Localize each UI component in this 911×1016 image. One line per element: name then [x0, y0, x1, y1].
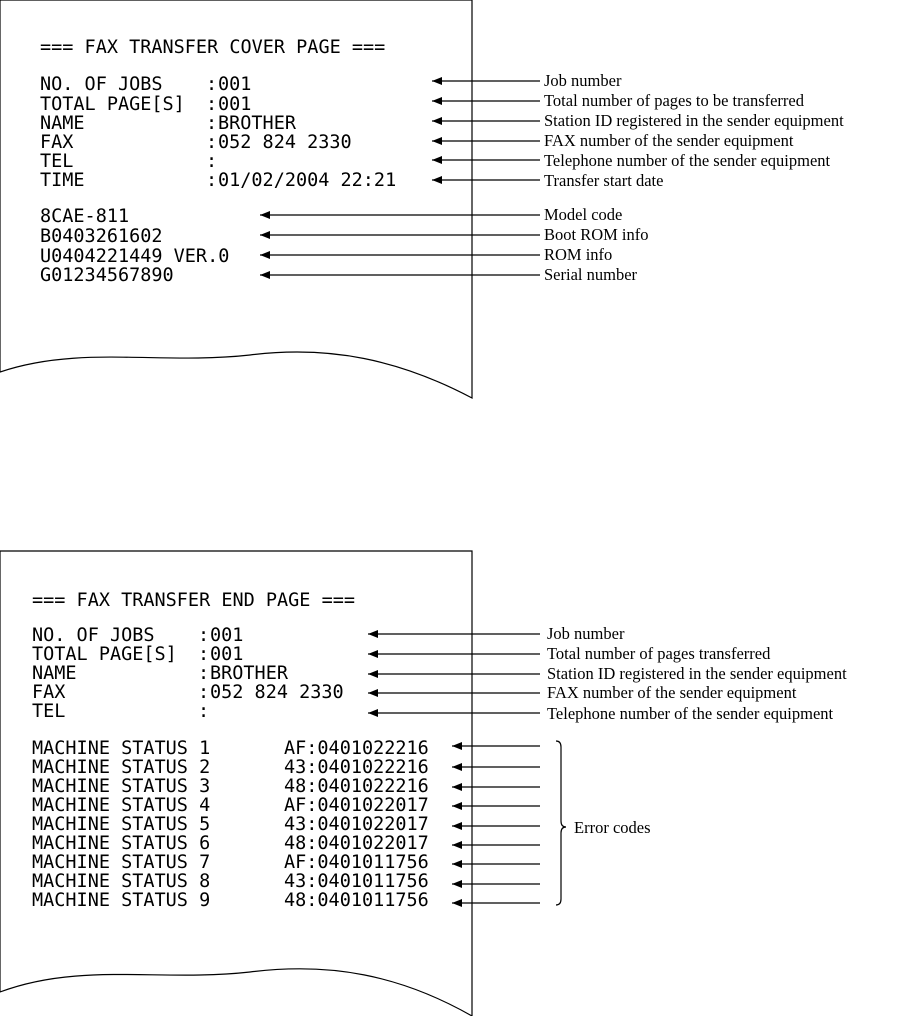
machine-status-label: MACHINE STATUS 7	[32, 852, 211, 873]
end-field-value: 001	[210, 644, 244, 665]
end-field-label: NAME	[32, 663, 77, 684]
machine-status-label: MACHINE STATUS 2	[32, 757, 211, 778]
end-field-label: TEL	[32, 701, 66, 722]
cover-field-value: 001	[218, 74, 252, 95]
end-field-label: NO. OF JOBS	[32, 625, 155, 646]
cover-field-label: NO. OF JOBS	[40, 74, 163, 95]
cover-annotation: ROM info	[544, 245, 613, 264]
end-field-label: FAX	[32, 682, 66, 703]
cover-field-value: 001	[218, 94, 252, 115]
machine-status-label: MACHINE STATUS 1	[32, 738, 211, 759]
error-codes-label: Error codes	[574, 818, 651, 837]
end-field-value: 001	[210, 625, 244, 646]
end-annotation: Total number of pages transferred	[547, 644, 771, 663]
machine-status-code: AF:0401022017	[284, 795, 429, 816]
machine-status-code: 48:0401022017	[284, 833, 429, 854]
machine-status-label: MACHINE STATUS 6	[32, 833, 211, 854]
end-field-sep: :	[198, 625, 210, 646]
cover-annotation: Job number	[544, 71, 622, 90]
cover-annotation: Station ID registered in the sender equipment	[544, 111, 844, 130]
cover-annotation: Serial number	[544, 265, 638, 284]
cover-info-text: 8CAE-811	[40, 206, 130, 227]
cover-field-label: FAX	[40, 132, 74, 153]
end-field-sep: :	[198, 701, 210, 722]
cover-field-value: 052 824 2330	[218, 132, 352, 153]
end-annotation: Station ID registered in the sender equipment	[547, 664, 847, 683]
cover-field-label: NAME	[40, 113, 85, 134]
machine-status-label: MACHINE STATUS 4	[32, 795, 211, 816]
end-field-sep: :	[198, 682, 210, 703]
machine-status-code: 43:0401022216	[284, 757, 429, 778]
cover-field-sep: :	[206, 74, 218, 95]
machine-status-code: 43:0401022017	[284, 814, 429, 835]
cover-field-sep: :	[206, 94, 218, 115]
cover-field-label: TOTAL PAGE[S]	[40, 94, 185, 115]
cover-info-text: G01234567890	[40, 265, 174, 286]
cover-field-label: TIME	[40, 170, 85, 191]
end-field-value: 052 824 2330	[210, 682, 344, 703]
end-field-sep: :	[198, 644, 210, 665]
end-annotation: Telephone number of the sender equipment	[547, 704, 834, 723]
machine-status-code: 48:0401011756	[284, 890, 429, 911]
cover-annotation: Boot ROM info	[544, 225, 649, 244]
cover-annotation: Total number of pages to be transferred	[544, 91, 804, 110]
machine-status-label: MACHINE STATUS 5	[32, 814, 211, 835]
cover-field-sep: :	[206, 132, 218, 153]
cover-field-sep: :	[206, 113, 218, 134]
cover-annotation: Model code	[544, 205, 623, 224]
machine-status-code: AF:0401022216	[284, 738, 429, 759]
machine-status-code: 43:0401011756	[284, 871, 429, 892]
cover-annotation: Telephone number of the sender equipment	[544, 151, 831, 170]
end-page-title: === FAX TRANSFER END PAGE ===	[32, 590, 356, 611]
cover-field-label: TEL	[40, 151, 74, 172]
machine-status-label: MACHINE STATUS 8	[32, 871, 211, 892]
end-annotation: Job number	[547, 624, 625, 643]
end-field-label: TOTAL PAGE[S]	[32, 644, 177, 665]
end-field-sep: :	[198, 663, 210, 684]
cover-page-sheet	[0, 0, 472, 398]
cover-info-text: B0403261602	[40, 226, 163, 247]
cover-field-sep: :	[206, 151, 218, 172]
end-field-value: BROTHER	[210, 663, 288, 684]
machine-status-code: AF:0401011756	[284, 852, 429, 873]
cover-field-value: 01/02/2004 22:21	[218, 170, 397, 191]
cover-annotation: Transfer start date	[544, 171, 664, 190]
cover-annotation: FAX number of the sender equipment	[544, 131, 794, 150]
cover-field-value: BROTHER	[218, 113, 296, 134]
machine-status-code: 48:0401022216	[284, 776, 429, 797]
machine-status-label: MACHINE STATUS 3	[32, 776, 211, 797]
cover-page-title: === FAX TRANSFER COVER PAGE ===	[40, 37, 386, 58]
error-codes-brace	[556, 741, 566, 905]
machine-status-label: MACHINE STATUS 9	[32, 890, 211, 911]
cover-field-sep: :	[206, 170, 218, 191]
cover-info-text: U0404221449 VER.0	[40, 246, 230, 267]
end-annotation: FAX number of the sender equipment	[547, 683, 797, 702]
